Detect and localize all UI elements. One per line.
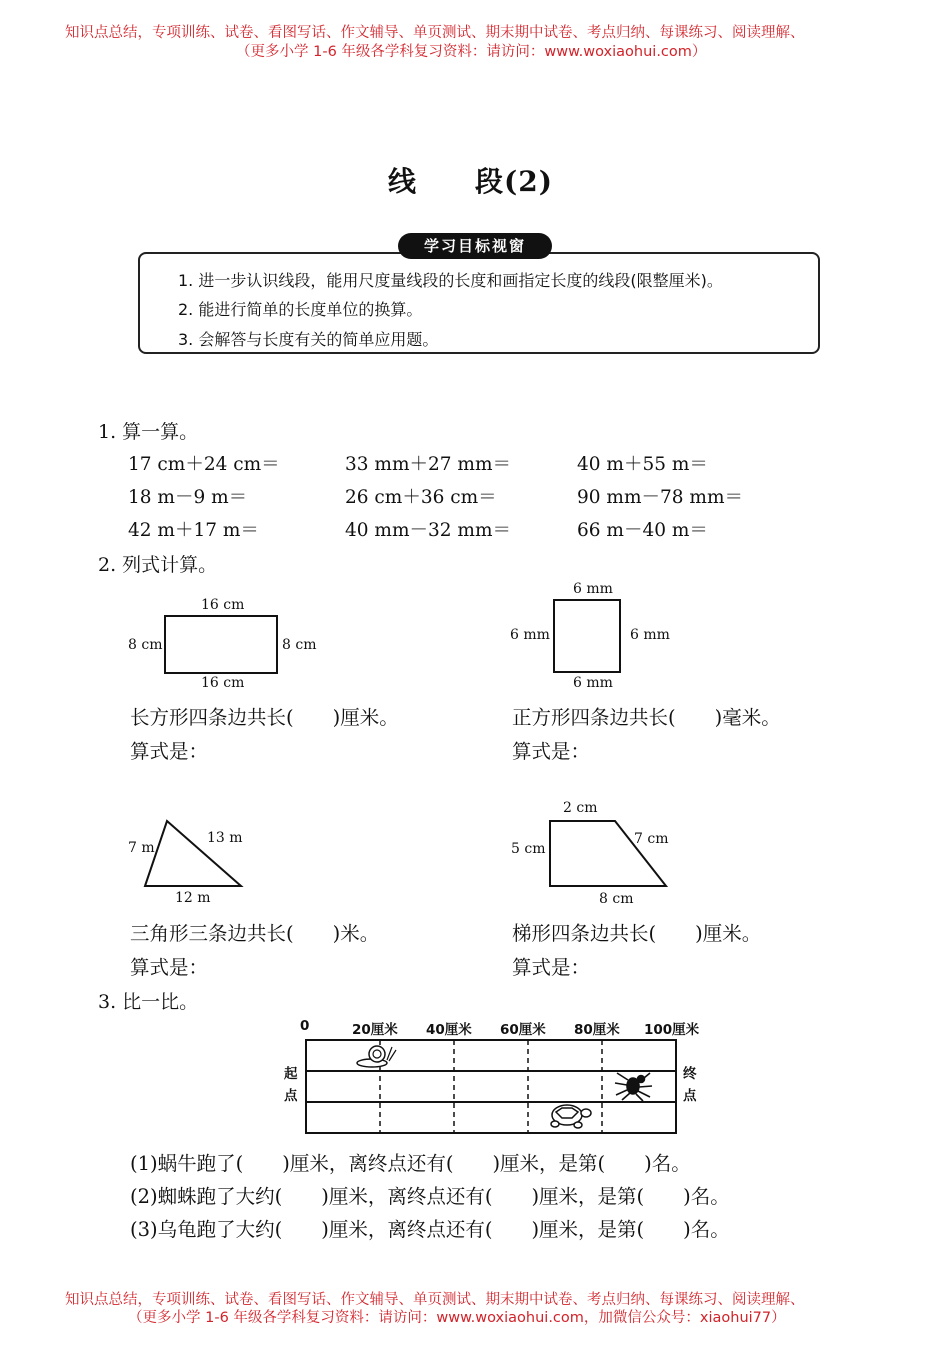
- q3-question-1: (1)蜗牛跑了( )厘米，离终点还有( )厘米，是第( )名。: [130, 1152, 691, 1175]
- trapezoid-formula: 算式是：: [512, 956, 591, 979]
- q3-question-3: (3)乌龟跑了大约( )厘米，离终点还有( )厘米，是第( )名。: [130, 1218, 730, 1241]
- goal-item-3: 3. 会解答与长度有关的简单应用题。: [178, 330, 439, 349]
- start-label-1: 起: [284, 1066, 298, 1082]
- q1-eq-3-3: 66 m－40 m＝: [577, 520, 708, 541]
- rect-question: 长方形四条边共长( )厘米。: [130, 706, 399, 729]
- turtle-icon: [551, 1105, 591, 1128]
- scale-label-100: 100厘米: [644, 1022, 700, 1038]
- scale-label-60: 60厘米: [500, 1022, 546, 1038]
- square-formula: 算式是：: [512, 740, 591, 763]
- rectangle-shape: [165, 616, 277, 673]
- rect-formula: 算式是：: [130, 740, 209, 763]
- goal-item-2: 2. 能进行简单的长度单位的换算。: [178, 300, 423, 319]
- q1-eq-2-2: 26 cm＋36 cm＝: [345, 487, 497, 508]
- square-left-label: 6 mm: [510, 627, 550, 643]
- square-question: 正方形四条边共长( )毫米。: [512, 706, 781, 729]
- rect-right-label: 8 cm: [282, 637, 317, 653]
- header-line-2: （更多小学 1-6 年级各学科复习资料：请访问：www.woxiaohui.com）: [236, 44, 707, 60]
- q1-eq-2-3: 90 mm－78 mm＝: [577, 487, 744, 508]
- trapezoid-bottom-label: 8 cm: [599, 891, 634, 907]
- trapezoid-top-label: 2 cm: [563, 800, 598, 816]
- rect-left-label: 8 cm: [128, 637, 163, 653]
- q2-title: 2. 列式计算。: [98, 554, 218, 576]
- triangle-bottom-label: 12 m: [175, 890, 211, 906]
- q1-eq-1-3: 40 m＋55 m＝: [577, 454, 708, 475]
- q1-title: 1. 算一算。: [98, 421, 199, 443]
- q3-question-2: (2)蜘蛛跑了大约( )厘米，离终点还有( )厘米，是第( )名。: [130, 1185, 730, 1208]
- triangle-question: 三角形三条边共长( )米。: [130, 922, 380, 945]
- q1-eq-2-1: 18 m－9 m＝: [128, 487, 248, 508]
- trapezoid-slant-label: 7 cm: [634, 831, 669, 847]
- scale-label-0: 0: [300, 1018, 310, 1034]
- page-title: 线 段(2): [388, 165, 553, 198]
- footer-line-2: （更多小学 1-6 年级各学科复习资料：请访问：www.woxiaohui.com，加微信公众号：xiaohui77）: [128, 1310, 786, 1326]
- square-bottom-label: 6 mm: [573, 675, 613, 691]
- q1-eq-1-2: 33 mm＋27 mm＝: [345, 454, 512, 475]
- triangle-hyp-label: 13 m: [207, 830, 243, 846]
- goal-item-1: 1. 进一步认识线段，能用尺度量线段的长度和画指定长度的线段(限整厘米)。: [178, 271, 723, 290]
- snail-icon: [357, 1046, 396, 1067]
- header-line-1: 知识点总结，专项训练、试卷、看图写话、作文辅导、单页测试、期末期中试卷、考点归纳、每课练习、阅读理解、: [65, 25, 805, 41]
- end-label-1: 终: [683, 1066, 697, 1082]
- square-shape: [554, 600, 620, 672]
- square-top-label: 6 mm: [573, 581, 613, 597]
- q3-title: 3. 比一比。: [98, 991, 199, 1013]
- goals-badge: 学习目标视窗: [398, 233, 552, 259]
- triangle-formula: 算式是：: [130, 956, 209, 979]
- trapezoid-left-label: 5 cm: [511, 841, 546, 857]
- q1-eq-3-2: 40 mm－32 mm＝: [345, 520, 512, 541]
- rect-top-label: 16 cm: [201, 597, 245, 613]
- rect-bottom-label: 16 cm: [201, 675, 245, 691]
- q1-eq-3-1: 42 m＋17 m＝: [128, 520, 259, 541]
- footer-line-1: 知识点总结，专项训练、试卷、看图写话、作文辅导、单页测试、期末期中试卷、考点归纳、每课练习、阅读理解、: [65, 1292, 805, 1308]
- race-track: [306, 1040, 676, 1133]
- q1-eq-1-1: 17 cm＋24 cm＝: [128, 454, 280, 475]
- spider-icon: [615, 1073, 652, 1101]
- end-label-2: 点: [683, 1088, 697, 1104]
- scale-label-80: 80厘米: [574, 1022, 620, 1038]
- trapezoid-question: 梯形四条边共长( )厘米。: [512, 922, 762, 945]
- scale-label-20: 20厘米: [352, 1022, 398, 1038]
- triangle-left-label: 7 m: [128, 840, 155, 856]
- start-label-2: 点: [284, 1088, 298, 1104]
- scale-label-40: 40厘米: [426, 1022, 472, 1038]
- square-right-label: 6 mm: [630, 627, 670, 643]
